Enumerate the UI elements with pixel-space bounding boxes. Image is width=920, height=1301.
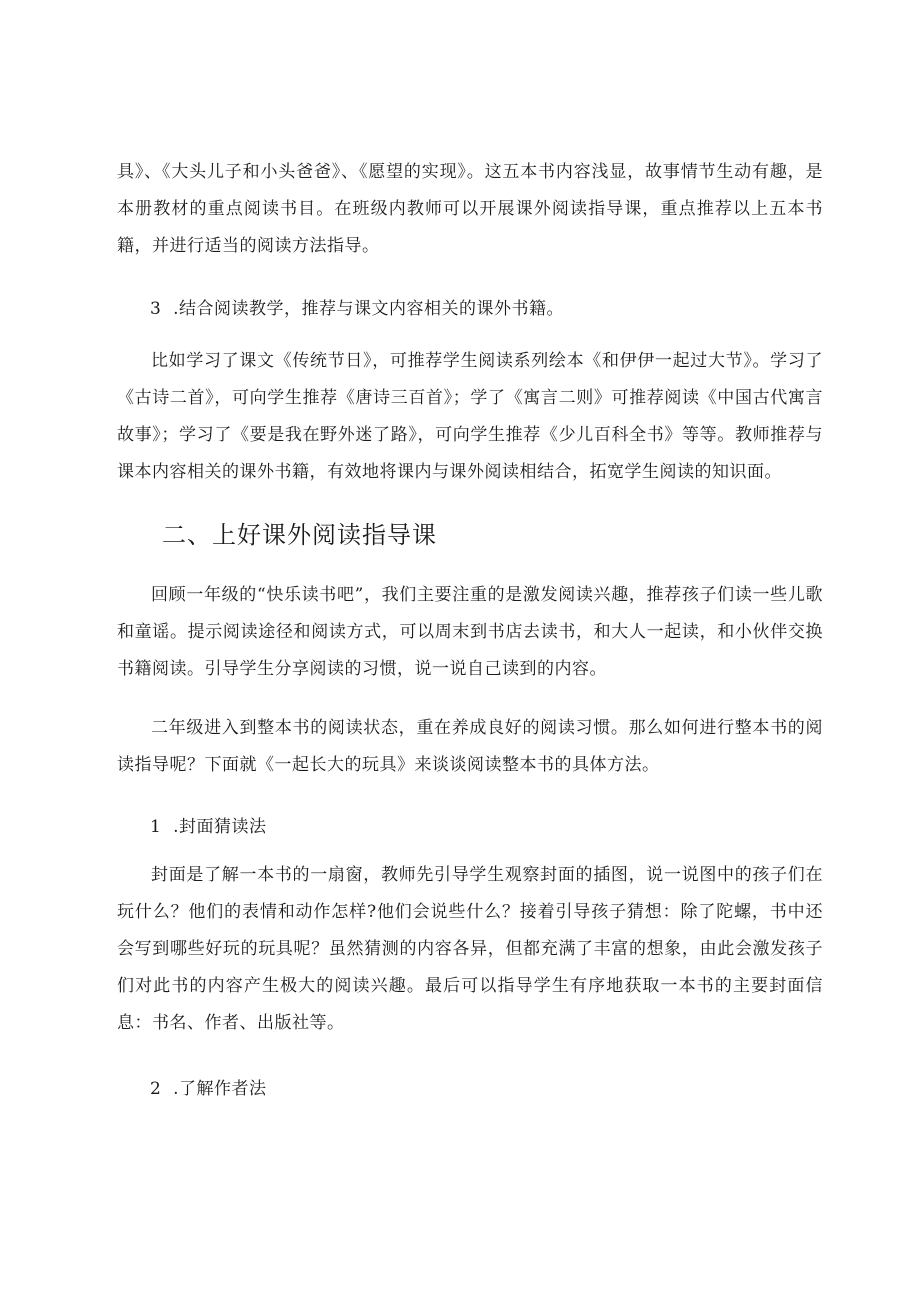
section-heading: 二、上好课外阅读指导课	[162, 521, 437, 549]
list-item-3: 3 .结合阅读教学，推荐与课文内容相关的课外书籍。	[150, 299, 565, 319]
grade2-paragraph: 二年级进入到整本书的阅读状态，重在养成良好的阅读习惯。那么如何进行整本书的阅读指导呢？下面就《一起长大的玩具》来谈谈阅读整本书的具体方法。	[117, 718, 823, 775]
examples-paragraph: 比如学习了课文《传统节日》，可推荐学生阅读系列绘本《和伊伊一起过大节》。学习了《古诗二首》，可向学生推荐《唐诗三百首》；学了《寓言二则》可推荐阅读《中国古代寓言故事》；学习了《要是我在野外迷了路》，可向学生推荐《少儿百科全书》等等。教师推荐与课本内容相关的课外书籍，有效地将课内与课外阅读相结合，拓宽学生阅读的知识面。	[117, 351, 823, 482]
review-paragraph: 回顾一年级的“快乐读书吧”，我们主要注重的是激发阅读兴趣，推荐孩子们读一些儿歌和童谣。提示阅读途径和阅读方式，可以周末到书店去读书，和大人一起读，和小伙伴交换书籍阅读。引导学生分享阅读的习惯，说一说自己读到的内容。	[117, 585, 823, 679]
cover-paragraph: 封面是了解一本书的一扇窗，教师先引导学生观察封面的插图，说一说图中的孩子们在玩什么？他们的表情和动作怎样?他们会说些什么？接着引导孩子猜想：除了陀螺，书中还会写到哪些好玩的玩具呢？虽然猜测的内容各异，但都充满了丰富的想象，由此会激发孩子们对此书的内容产生极大的阅读兴趣。最后可以指导学生有序地获取一本书的主要封面信息：书名、作者、出版社等。	[117, 865, 823, 1033]
intro-paragraph: 具》、《大头儿子和小头爸爸》、《愿望的实现》。这五本书内容浅显，故事情节生动有趣，是本册教材的重点阅读书目。在班级内教师可以开展课外阅读指导课，重点推荐以上五本书籍，并进行适当的阅读方法指导。	[117, 162, 823, 256]
list-item-2: 2 .了解作者法	[150, 1079, 267, 1099]
list-item-1: 1 .封面猜读法	[150, 817, 267, 837]
